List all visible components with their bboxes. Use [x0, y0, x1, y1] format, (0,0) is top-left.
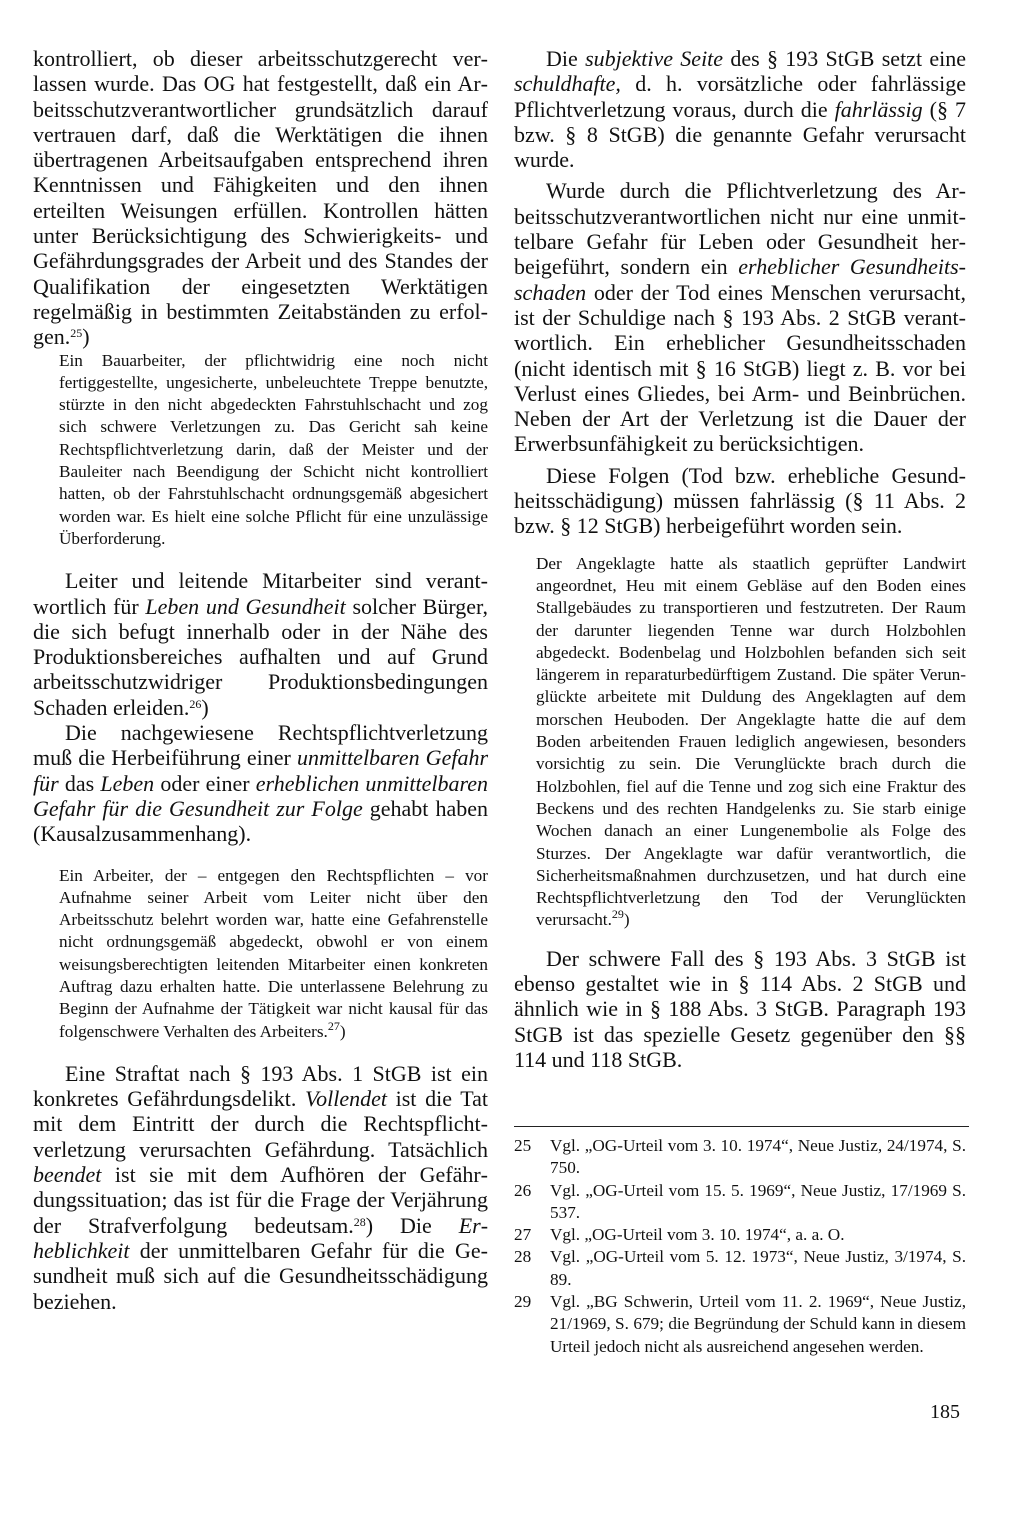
footnote-number: 29: [514, 1292, 532, 1312]
footnote-number: 28: [514, 1247, 532, 1267]
body-paragraph: Die nachgewiesene Rechtspflichtverletzung muß die Herbeiführung einer unmittelbaren Gefahr für das Leben oder einer erheblichen unmittelbaren Gefahr für die Gesundheit zur Folge gehabt haben (Kausalzusammenhang).: [33, 720, 489, 847]
footnote-ref: 29: [611, 907, 624, 922]
footnote: [514, 1135, 966, 1180]
footnote-text: Vgl. „OG-Urteil vom 5. 12. 1973“, Neue Justiz, 3/1974, S. 89.: [550, 1247, 966, 1289]
footnote-number: 26: [514, 1180, 532, 1200]
page-number: 185: [930, 1401, 960, 1423]
footnote: [514, 1224, 966, 1246]
footnote: [514, 1246, 966, 1291]
left-column: [33, 46, 488, 1314]
body-paragraph: Wurde durch die Pflichtverletzung des Arbeitsschutzverantwortlichen nicht nur eine unmittelbare Gefahr für Leben oder Gesundheit herbeigeführt, sondern ein erheblicher Gesundheitsschaden oder der Tod eines Menschen verursacht, ist der Schuldige nach § 193 Abs. 2 StGB verantwortlich. Ein erheblicher Gesundheitsschaden (nicht identisch mit § 16 StGB) liegt z. B. vor bei Verlust eines Gliedes, bei Arm- und Beinbrüchen. Neben der Art der Verletzung ist die Dauer der Erwerbsunfähigkeit zu berücksichtigen.: [514, 178, 966, 457]
body-paragraph: Diese Folgen (Tod bzw. erhebliche Gesundheitsschädigung) müssen fahrlässig (§ 11 Abs. 2 bzw. § 12 StGB) herbeigeführt worden sein.: [514, 462, 966, 539]
footnote-text: Vgl. „BG Schwerin, Urteil vom 11. 2. 1969“, Neue Justiz, 21/1969, S. 679; die Begründung der Schuld kann in diesem Urteil jedoch nicht als ausreichend angesehen werden.: [550, 1292, 966, 1356]
footnote: [514, 1180, 966, 1225]
footnote-number: 25: [514, 1136, 532, 1155]
footnote-text: Vgl. „OG-Urteil vom 3. 10. 1974“, a. a. O.: [550, 1225, 845, 1245]
case-example: Ein Bauarbeiter, der pflichtwidrig eine noch nicht fertiggestellte, ungesicherte, unbeleuchtete Treppe benutzte, stürzte in den nicht abgedeckten Fahrstuhlschacht und zog sich schwere Verletzungen zu. Das Gericht sah keine Rechtspflichtverletzung darin, daß der Meister und der Bauleiter nach Beendigung der Schicht nicht kontrolliert hatten, ob der Fahrstuhlschacht ordnungsgemäß abgesichert worden war. Es hielt eine solche Pflicht für eine unzulässige Überforderung.: [59, 350, 488, 548]
footnote-divider: [514, 1126, 969, 1127]
footnote: [514, 1291, 966, 1358]
body-paragraph: Die subjektive Seite des § 193 StGB setzt eine schuldhafte, d. h. vorsätzliche oder fahrlässige Pflichtverletzung voraus, durch die fahrlässig (§ 7 bzw. § 8 StGB) die genannte Gefahr verursacht wurde.: [514, 46, 966, 173]
body-paragraph: kontrolliert, ob dieser arbeitsschutzgerecht verlassen wurde. Das OG hat festgestellt, daß ein Arbeitsschutzverantwortlicher grundsätzlich darauf vertrauen darf, daß die Werktätigen die ihnen übertragenen Arbeitsaufgaben entsprechend ihren Kenntnissen und Fähigkeiten und den ihnen erteilten Weisungen erfüllen. Kontrollen hätten unter Berücksichtigung des Schwierigkeits- und Gefährdungsgrades der Arbeit und des Standes der Qualifikation der eingesetzten Werktätigen regelmäßig in bestimmten Zeitabständen zu erfolgen.$^{25}$): [33, 46, 488, 350]
footnote-ref: 28: [353, 1214, 366, 1229]
footnote-text: Vgl. „OG-Urteil vom 3. 10. 1974“, Neue Justiz, 24/1974, S. 750.: [550, 1136, 966, 1178]
body-paragraph: Der schwere Fall des § 193 Abs. 3 StGB ist ebenso gestaltet wie in § 114 Abs. 2 StGB und ähnlich wie in § 188 Abs. 3 StGB. Paragraph 193 StGB ist das spezielle Gesetz gegenüber den §§ 114 und 118 StGB.: [514, 945, 966, 1072]
case-example: Der Angeklagte hatte als staatlich geprüfter Landwirt angeordnet, Heu mit einem Gebläse auf den Boden eines Stallgebäudes zu transportieren und festzutreten. Der Raum der darunter liegenden Tenne war durch Holzbohlen abgedeckt. Bodenbelag und Holzbohlen befanden sich seit längerem in reparaturbedürftigem Zustand. Die später Verunglückte arbeitete mit Duldung des Angeklagten auf dem morschen Heuboden. Der Angeklagte hatte die auf dem Boden arbeitenden Frauen lediglich angewiesen, besonders vorsichtig zu sein. Die Verunglückte brach durch die Holzbohlen, fiel auf die Tenne und zog sich eine Fraktur des Beckens und des rechten Handgelenks zu. Sie starb einige Wochen danach an einer Lungenembolie als Folge des Sturzes. Der Angeklagte war dafür verantwortlich, die Sicherheitsmaßnahmen durchzusetzen, und hat durch eine Rechtspflichtverletzung den Tod der Verunglückten verursacht.$^{29}$): [536, 553, 966, 930]
right-column: [514, 46, 966, 1072]
footnote-ref: 27: [327, 1018, 340, 1033]
footnote-ref: 26: [189, 696, 202, 711]
footnote-ref: 25: [70, 326, 83, 341]
case-example: Ein Arbeiter, der – entgegen den Rechtspflichten – vor Aufnahme seiner Arbeit vom Leiter nicht über den Arbeitsschutz belehrt worden war, hatte eine Gefahrenstelle nicht ordnungsgemäß abgedeckt, obwohl er von einem weisungsberechtigten leitenden Mitarbeiter einen konkreten Auftrag dazu erhalten hatte. Die unterlassene Belehrung zu Beginn der Aufnahme der Tätigkeit war nicht kausal für das folgenschwere Verhalten des Arbeiters.$^{27}$): [59, 865, 488, 1041]
body-paragraph: Leiter und leitende Mitarbeiter sind verantwortlich für Leben und Gesundheit solcher Bürger, die sich befugt innerhalb oder in der Nähe des Produktionsbereiches aufhalten und auf Grund arbeitsschutzwidriger Produktionsbedingungen Schaden erleiden.$^{26}$): [33, 568, 488, 720]
footnote-number: 27: [514, 1225, 532, 1245]
body-paragraph: Eine Straftat nach § 193 Abs. 1 StGB ist ein konkretes Gefährdungsdelikt. Vollendet ist die Tat mit dem Eintritt der durch die Rechtspflichtverletzung verursachten Gefährdung. Tatsächlich beendet ist sie mit dem Aufhören der Gefährdungssituation; das ist für die Frage der Verjährung der Strafverfolgung bedeutsam.$^{28}$) Die Erheblichkeit der unmittelbaren Gefahr für die Gesundheit muß sich auf die Gesundheitsschädigung beziehen.: [33, 1060, 489, 1314]
footnote-text: Vgl. „OG-Urteil vom 15. 5. 1969“, Neue Justiz, 17/1969 S. 537.: [550, 1180, 966, 1222]
footnotes: [514, 1135, 966, 1358]
